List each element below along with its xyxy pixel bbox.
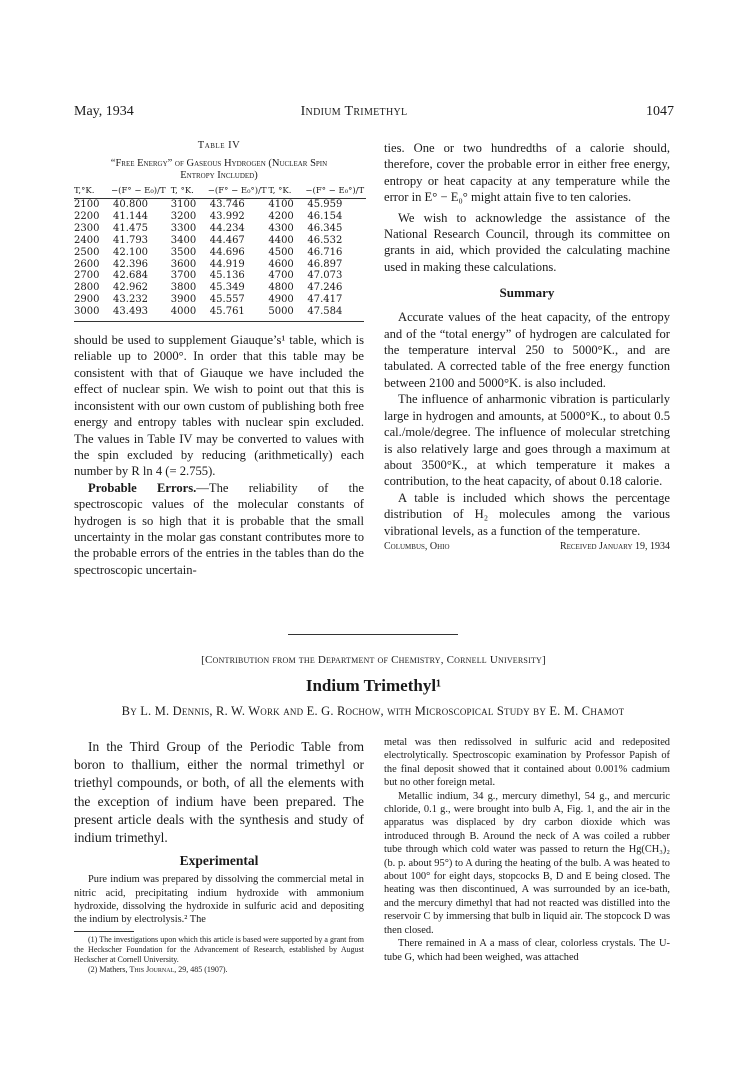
table-cell-t1: 2800 bbox=[74, 282, 100, 294]
signature-received: Received January 19, 1934 bbox=[559, 540, 670, 552]
table-cell-t2: 3800 bbox=[170, 282, 197, 294]
article-right-column bbox=[384, 736, 670, 964]
upper-right-column bbox=[384, 140, 670, 552]
table-cell-t1: 2200 bbox=[74, 210, 100, 222]
table-cell-v3: 47.246 bbox=[307, 282, 343, 294]
table-cell-v3: 47.417 bbox=[307, 294, 343, 306]
table-row bbox=[74, 306, 366, 318]
table-row bbox=[74, 294, 366, 306]
article-left-column bbox=[74, 738, 364, 975]
summary-paragraph-2: The influence of anharmonic vibration is particularly large in hydrogen and amounts, at 5000°K., to about 0.5 cal./mole/degree. The influence of molecular stretching is also relatively large and goes through a maximum at about 3500°K., at which temperature it makes a contribution, to the heat capacity, of about 0.18 calorie. bbox=[384, 392, 670, 489]
table-cell-t2: 3600 bbox=[170, 258, 197, 270]
table-cell-v2: 45.761 bbox=[209, 306, 245, 318]
table-cell-t2: 3200 bbox=[170, 210, 197, 222]
table-cell-t3: 5000 bbox=[268, 306, 294, 318]
article-right-paragraph-3: There remained in A a mass of clear, colorless crystals. The U-tube G, which had been weighed, was attached bbox=[384, 938, 670, 963]
experimental-heading: Experimental bbox=[179, 853, 259, 869]
table-cell-v3: 46.532 bbox=[307, 234, 343, 246]
table-cell-t1: 2600 bbox=[74, 258, 100, 270]
table-cell-t2: 3700 bbox=[170, 270, 197, 282]
table-cell-v1: 42.100 bbox=[113, 246, 149, 258]
table-cell-v1: 40.800 bbox=[113, 199, 149, 210]
table-row bbox=[74, 223, 366, 235]
table-cell-t3: 4600 bbox=[268, 258, 294, 270]
footnote-rule bbox=[74, 931, 134, 932]
table-row bbox=[74, 259, 366, 271]
table-cell-v3: 46.345 bbox=[307, 222, 343, 234]
upper-left-column bbox=[74, 140, 364, 578]
header-date: May, 1934 bbox=[74, 104, 134, 119]
footnote-2-suffix: , 29, 485 (1907). bbox=[174, 964, 228, 974]
table-caption-line2: Entropy Included) bbox=[180, 170, 258, 181]
table-cell-v1: 43.493 bbox=[113, 306, 149, 318]
col-header-v2: −(F° − E₀°)/T bbox=[208, 186, 269, 199]
table-cell-v2: 45.349 bbox=[209, 282, 245, 294]
table-cell-v1: 42.396 bbox=[113, 258, 149, 270]
table-row bbox=[74, 270, 366, 282]
table-body bbox=[74, 199, 366, 319]
contribution-line: [Contribution from the Department of Chemistry, Cornell University] bbox=[201, 654, 546, 666]
table-cell-t1: 2400 bbox=[74, 234, 100, 246]
table-caption bbox=[74, 158, 364, 182]
table-cell-v1: 42.962 bbox=[113, 282, 149, 294]
footnote-1: (1) The investigations upon which this article is based were supported by a grant from the Heckscher Foundation for the Advancement of Research, established by August Heckscher at Cornell University. bbox=[74, 934, 364, 964]
table-cell-t3: 4200 bbox=[268, 210, 294, 222]
table-cell-v1: 41.475 bbox=[113, 222, 149, 234]
table-row bbox=[74, 282, 366, 294]
table-cell-v2: 45.557 bbox=[209, 294, 245, 306]
table-cell-t1: 2300 bbox=[74, 222, 100, 234]
table-cell-t3: 4900 bbox=[268, 294, 294, 306]
table-cell-v3: 47.073 bbox=[307, 270, 343, 282]
spin-paragraph: should be used to supplement Giauque’s¹ table, which is reliable up to 2000°. In order that this table may be consistent with that of Giauque we have included the effect of nuclear spin. We wish to point out that this is inconsistent with our own custom of publishing both free energy and entropy tables with nuclear spin excluded. The values in Table IV may be converted to values with the spin excluded by reducing (arithmetically) each number by R ln 4 (= 2.755). bbox=[74, 333, 364, 479]
table-cell-t1: 2500 bbox=[74, 246, 100, 258]
acknowledgment-paragraph: We wish to acknowledge the assistance of the National Research Council, through its committee on grants in aid, which provided the calculating machine used in making these calculations. bbox=[384, 210, 670, 274]
article-title: Indium Trimethyl¹ bbox=[305, 676, 442, 695]
article-right-paragraph-1: metal was then redissolved in sulfuric acid and redeposited electrolytically. Spectroscopic examination by Professor Papish of the final deposit showed that it contained about 0.001% cadmium but no other foreign metal. bbox=[384, 737, 670, 789]
table-cell-v2: 44.919 bbox=[209, 258, 245, 270]
table-cell-v1: 43.232 bbox=[113, 294, 149, 306]
table-caption-line1: “Free Energy” of Gaseous Hydrogen (Nuclear Spin bbox=[110, 158, 328, 169]
footnote-2-prefix: (2) Mathers, bbox=[88, 964, 130, 974]
col-header-t3: T, °K. bbox=[268, 186, 305, 199]
table-cell-v3: 46.154 bbox=[307, 210, 343, 222]
table-row bbox=[74, 199, 366, 211]
table-cell-t3: 4300 bbox=[268, 222, 294, 234]
table-cell-v2: 44.696 bbox=[209, 246, 245, 258]
table-cell-t2: 3500 bbox=[170, 246, 197, 258]
table-cell-t2: 3400 bbox=[170, 234, 197, 246]
table-cell-v1: 42.684 bbox=[113, 270, 149, 282]
table-cell-v2: 44.234 bbox=[209, 222, 245, 234]
article-divider bbox=[288, 634, 458, 635]
table-cell-t2: 3900 bbox=[170, 294, 197, 306]
summary-paragraph-1: Accurate values of the heat capacity, of the entropy and of the “total energy” of hydrogen are calculated for the temperature interval 250 to 5000°K., and are tabulated. A corrected table of the free energy function between 2100 and 5000°K. is also included. bbox=[384, 310, 670, 390]
col-header-t2: T, °K. bbox=[171, 186, 208, 199]
article-authors: By L. M. Dennis, R. W. Work and E. G. Rochow, with Microscopical Study by E. M. Chamot bbox=[121, 704, 625, 718]
article-right-paragraph-2: Metallic indium, 34 g., mercury dimethyl, 54 g., and mercuric chloride, 0.1 g., were brought into bulb A, Fig. 1, and the air in the apparatus was displaced by dry carbon dioxide which was introduced through B. Around the neck of A was coiled a rubber tube through which cold water was passed to return the Hg(CH₃)₂ (b. p. about 95°) to A during the heating of the bulb. A was heated to about 100° for eight days, stopcocks B, D and E being closed. The heating was then discontinued, A was surrounded by an ice-bath, and the mercury dimethyl that had not reacted was distilled into the reservoir C by immersing that bulb in liquid air. The stopcock D was then closed. bbox=[384, 790, 670, 936]
table-cell-t3: 4100 bbox=[268, 199, 294, 210]
table-cell-v3: 46.716 bbox=[307, 246, 343, 258]
probable-errors-head: Probable Errors. bbox=[88, 480, 197, 495]
signature-line bbox=[384, 541, 670, 552]
table-cell-t1: 3000 bbox=[74, 306, 100, 318]
table-cell-v2: 43.746 bbox=[209, 199, 245, 210]
table-cell-t2: 4000 bbox=[170, 306, 197, 318]
probable-errors-paragraph bbox=[74, 480, 364, 578]
errors-continued-paragraph: ties. One or two hundredths of a calorie should, therefore, cover the probable error in either free energy, entropy or heat capacity at any temperature while the error in E° − E₀° might attain five to ten calories. bbox=[384, 141, 670, 205]
table-row bbox=[74, 235, 366, 247]
table-cell-t3: 4800 bbox=[268, 282, 294, 294]
table-row bbox=[74, 211, 366, 223]
summary-paragraph-3: A table is included which shows the percentage distribution of H₂ molecules among the various vibrational levels, as a function of the temperature. bbox=[384, 490, 670, 538]
table-cell-t3: 4400 bbox=[268, 234, 294, 246]
table-cell-t1: 2900 bbox=[74, 294, 100, 306]
free-energy-table bbox=[74, 186, 366, 318]
table-cell-t1: 2100 bbox=[74, 199, 100, 210]
col-header-t1: T,°K. bbox=[74, 186, 111, 199]
table-cell-v2: 45.136 bbox=[209, 270, 245, 282]
probable-errors-body: —The reliability of the spectroscopic values of the molecular constants of hydrogen is so high that it is probable that the small uncertainty in the molar gas constant contributes more to the probable errors of the entries in the tables than do the spectroscopic uncertain- bbox=[74, 480, 364, 577]
table-cell-v3: 45.959 bbox=[307, 199, 343, 210]
table-cell-t3: 4700 bbox=[268, 270, 294, 282]
footnote-2 bbox=[74, 965, 364, 975]
table-header-row bbox=[74, 186, 366, 199]
table-cell-v1: 41.144 bbox=[113, 210, 149, 222]
col-header-v3: −(F° − E₀°)/T bbox=[305, 186, 366, 199]
table-cell-t2: 3300 bbox=[170, 222, 197, 234]
table-row bbox=[74, 247, 366, 259]
table-cell-t2: 3100 bbox=[170, 199, 197, 210]
table-cell-v2: 43.992 bbox=[209, 210, 245, 222]
table-bottom-rule bbox=[74, 321, 364, 322]
intro-paragraph: In the Third Group of the Periodic Table from boron to thallium, either the normal trimethyl or triethyl compounds, or both, of all the elements with the exception of indium have been prepared. The present article deals with the synthesis and study of indium trimethyl. bbox=[74, 739, 364, 846]
table-cell-v3: 47.584 bbox=[307, 306, 343, 318]
running-header bbox=[74, 104, 674, 122]
col-header-v1: −(F° − E₀)/T bbox=[111, 186, 171, 199]
table-cell-v2: 44.467 bbox=[209, 234, 245, 246]
table-cell-v1: 41.793 bbox=[113, 234, 149, 246]
signature-place: Columbus, Ohio bbox=[384, 540, 450, 552]
page-number: 1047 bbox=[646, 104, 674, 119]
table-title: Table IV bbox=[197, 140, 241, 151]
footnote-2-journal: This Journal bbox=[129, 964, 175, 974]
experimental-paragraph: Pure indium was prepared by dissolving the commercial metal in nitric acid, precipitating indium hydroxide with ammonium hydroxide, dissolving the hydroxide in sulfuric acid and depositing the indium by electrolysis.² The bbox=[74, 874, 364, 926]
table-cell-t3: 4500 bbox=[268, 246, 294, 258]
table-cell-t1: 2700 bbox=[74, 270, 100, 282]
table-cell-v3: 46.897 bbox=[307, 258, 343, 270]
header-running-title: Indium Trimethyl bbox=[300, 104, 408, 119]
summary-heading: Summary bbox=[499, 285, 555, 301]
